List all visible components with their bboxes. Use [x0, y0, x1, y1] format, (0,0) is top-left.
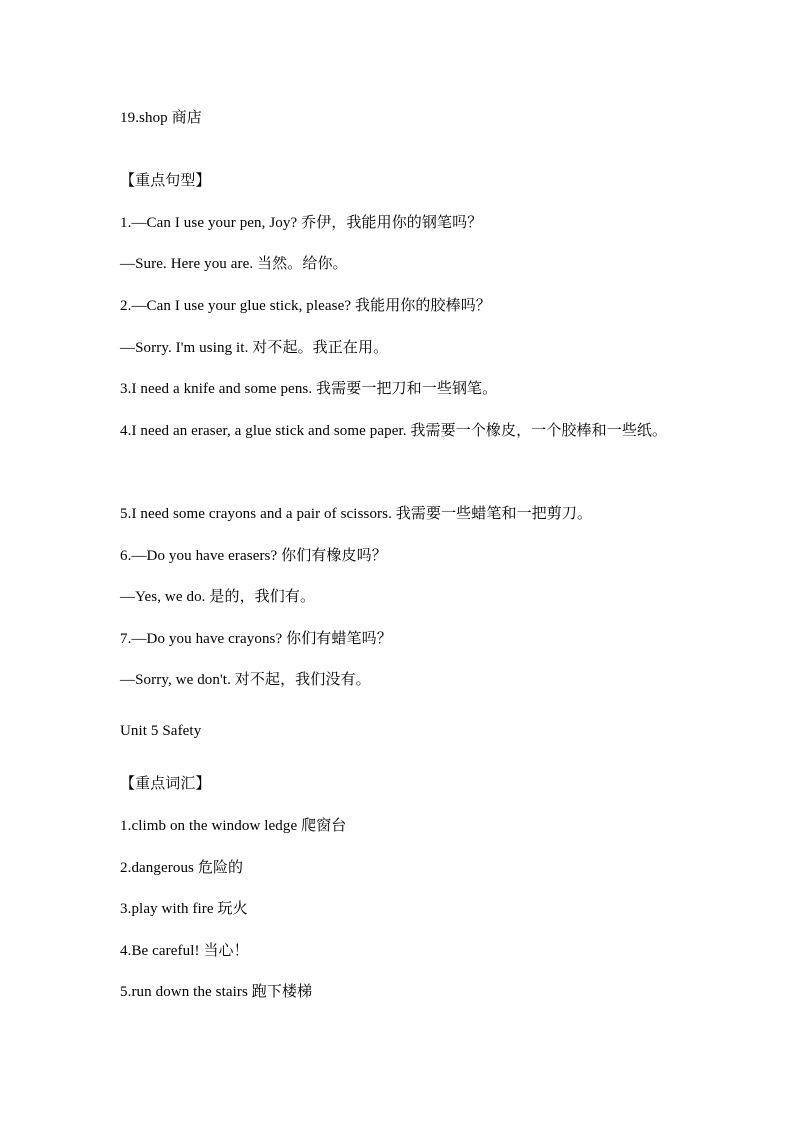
sentence-1-question: 1.—Can I use your pen, Joy? 乔伊，我能用你的钢笔吗？: [120, 215, 483, 231]
sentence-2-answer: —Sorry. I'm using it. 对不起。我正在用。: [120, 340, 389, 356]
sentence-1-answer: —Sure. Here you are. 当然。给你。: [120, 256, 348, 272]
vocab-item-4: 4.Be careful! 当心！: [120, 943, 249, 959]
sentence-4: 4.I need an eraser, a glue stick and some paper. 我需要一个橡皮，一个胶棒和一些纸。: [120, 423, 668, 439]
sentence-7-question: 7.—Do you have crayons? 你们有蜡笔吗？: [120, 631, 392, 647]
vocab-item-5: 5.run down the stairs 跑下楼梯: [120, 984, 313, 1000]
sentence-6-question: 6.—Do you have erasers? 你们有橡皮吗？: [120, 548, 387, 564]
vocab-item-2: 2.dangerous 危险的: [120, 860, 244, 876]
sentence-3: 3.I need a knife and some pens. 我需要一把刀和一些钢笔。: [120, 381, 498, 397]
unit-title: Unit 5 Safety: [120, 723, 202, 739]
section-heading-key-sentences: 【重点句型】: [120, 173, 211, 189]
section-heading-key-vocabulary: 【重点词汇】: [120, 776, 211, 792]
sentence-5: 5.I need some crayons and a pair of scissors. 我需要一些蜡笔和一把剪刀。: [120, 506, 593, 522]
sentence-7-answer: —Sorry, we don't. 对不起，我们没有。: [120, 672, 371, 688]
vocab-item-1: 1.climb on the window ledge 爬窗台: [120, 818, 347, 834]
sentence-2-question: 2.—Can I use your glue stick, please? 我能用你的胶棒吗？: [120, 298, 491, 314]
vocab-item-3: 3.play with fire 玩火: [120, 901, 248, 917]
vocab-item-19: 19.shop 商店: [120, 110, 202, 126]
sentence-6-answer: —Yes, we do. 是的，我们有。: [120, 589, 316, 605]
